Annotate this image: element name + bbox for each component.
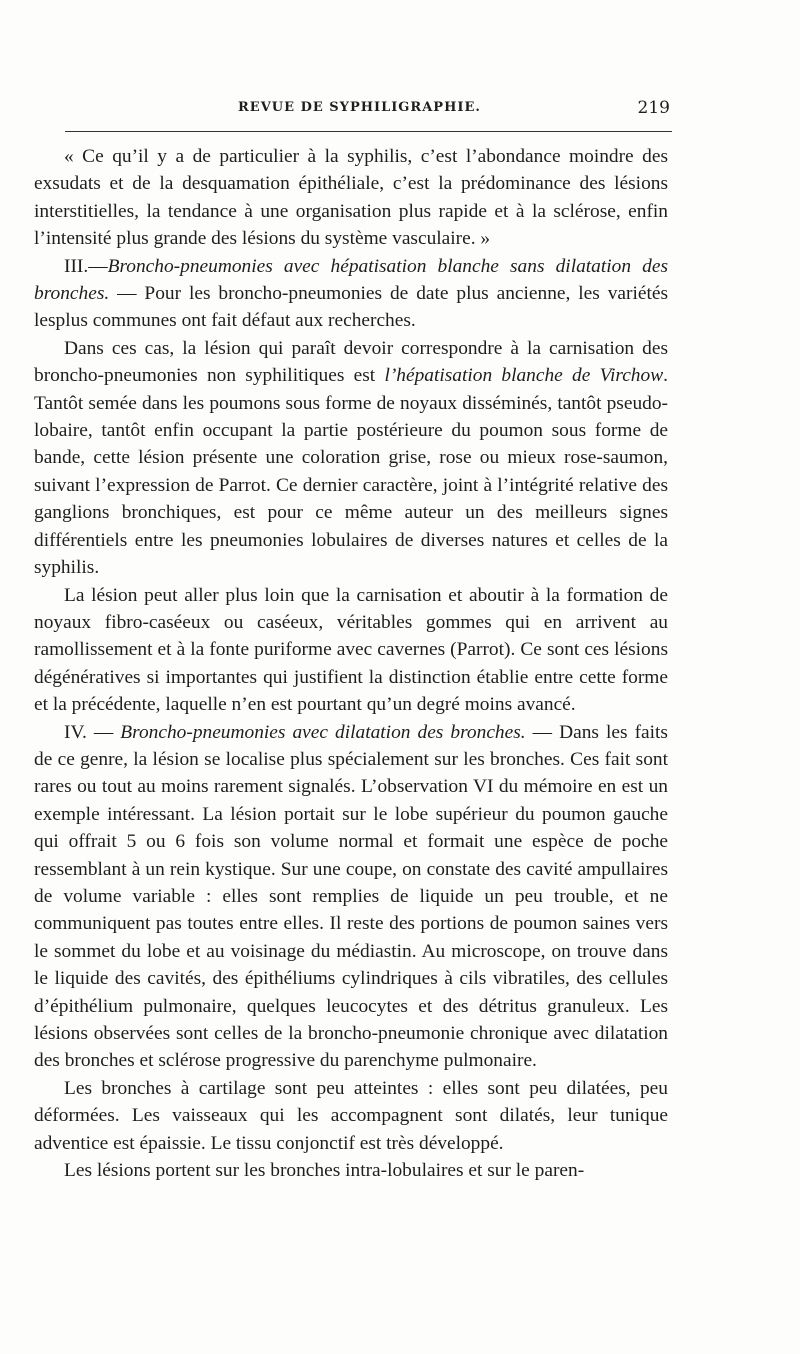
header-rule	[65, 131, 672, 132]
section-3-number: III.—	[64, 255, 108, 277]
paragraph-hepatisation-text-b: . Tantôt semée dans les poumons sous forme de noyaux disséminés, tantôt pseudo-lobaire, tantôt enfin occupant la partie postérieure du poumon sous forme de bande, cette lésion présente une coloration grise, rose ou mieux rose-saumon, suivant l’expression de Parrot. Ce dernier caractère, joint à l’intégrité relative des ganglions bronchiques, est pour ce même auteur un des meilleurs signes différentiels entre les pneumonies lobulaires de diverses natures et celles de la syphilis.	[34, 365, 668, 579]
body-text	[34, 143, 668, 1184]
paragraph-hepatisation-text-a: Dans ces cas, la lésion qui paraît devoir correspondre à la carnisation des broncho-pneumonies non syphilitiques est	[34, 337, 668, 387]
section-3	[34, 253, 668, 335]
section-4-title: Broncho-pneumonies avec dilatation des bronches.	[120, 721, 526, 743]
paragraph-hepatisation	[34, 335, 668, 582]
term-hepatisation: l’hépatisation blanche de Virchow	[384, 365, 664, 387]
section-3-title: Broncho-pneumonies avec hépatisation blanche sans dilatation des bronches.	[34, 255, 668, 305]
section-4-text: — Dans les faits de ce genre, la lésion se localise plus spécialement sur les bronches. Ces fait sont rares ou tout au moins rarement signalés. L’observation VI du mémoire en est un exemple intéressant. La lésion portait sur le lobe supérieur du poumon gauche qui offrait 5 ou 6 fois son volume normal et formait une espèce de poche ressemblant à un rein kystique. Sur une coupe, on constate des cavité ampullaires de volume variable : elles sont remplies de liquide un peu trouble, et ne communiquent pas toutes entre elles. Il reste des portions de poumon saines vers le sommet du lobe et au voisinage du médiastin. Au microscope, on trouve dans le liquide des cavités, des épithéliums cylindriques à cils vibratiles, des cellules d’épithélium pulmonaire, quelques leucocytes et des détritus granuleux. Les lésions observées sont celles de la broncho-pneumonie chronique avec dilatation des bronches et sclérose progressive du parenchyme pulmonaire.	[34, 721, 668, 1072]
page-header	[230, 98, 670, 124]
page-number: 219	[637, 98, 670, 118]
paragraph-lesions: Les lésions portent sur les bronches intra-lobulaires et sur le paren-	[64, 1160, 585, 1182]
section-4	[34, 719, 668, 1075]
paragraph-quote: « Ce qu’il y a de particulier à la syphilis, c’est l’abondance moindre des exsudats et de la desquamation épithéliale, c’est la prédominance des lésions interstitielles, la tendance à une organisation plus rapide et à la sclérose, enfin l’intensité plus grande des lésions du système vasculaire. »	[34, 146, 668, 250]
paragraph-bronches: Les bronches à cartilage sont peu atteintes : elles sont peu dilatées, peu déformées. Les vaisseaux qui les accompagnent sont dilatés, leur tunique adventice est épaissie. Le tissu conjonctif est très développé.	[34, 1077, 668, 1154]
running-head: REVUE DE SYPHILIGRAPHIE.	[238, 100, 481, 115]
paragraph-carnisation: La lésion peut aller plus loin que la carnisation et aboutir à la formation de noyaux fibro-caséeux ou caséeux, véritables gommes qui en arrivent au ramollissement et à la fonte puriforme avec cavernes (Parrot). Ce sont ces lésions dégénératives si importantes qui justifient la distinction établie entre cette forme et la précédente, laquelle n’en est pourtant qu’un degré moins avancé.	[34, 584, 668, 716]
section-4-number: IV. —	[64, 721, 121, 743]
section-3-text: — Pour les broncho-pneumonies de date plus ancienne, les variétés lesplus communes ont fait défaut aux recherches.	[34, 283, 668, 332]
